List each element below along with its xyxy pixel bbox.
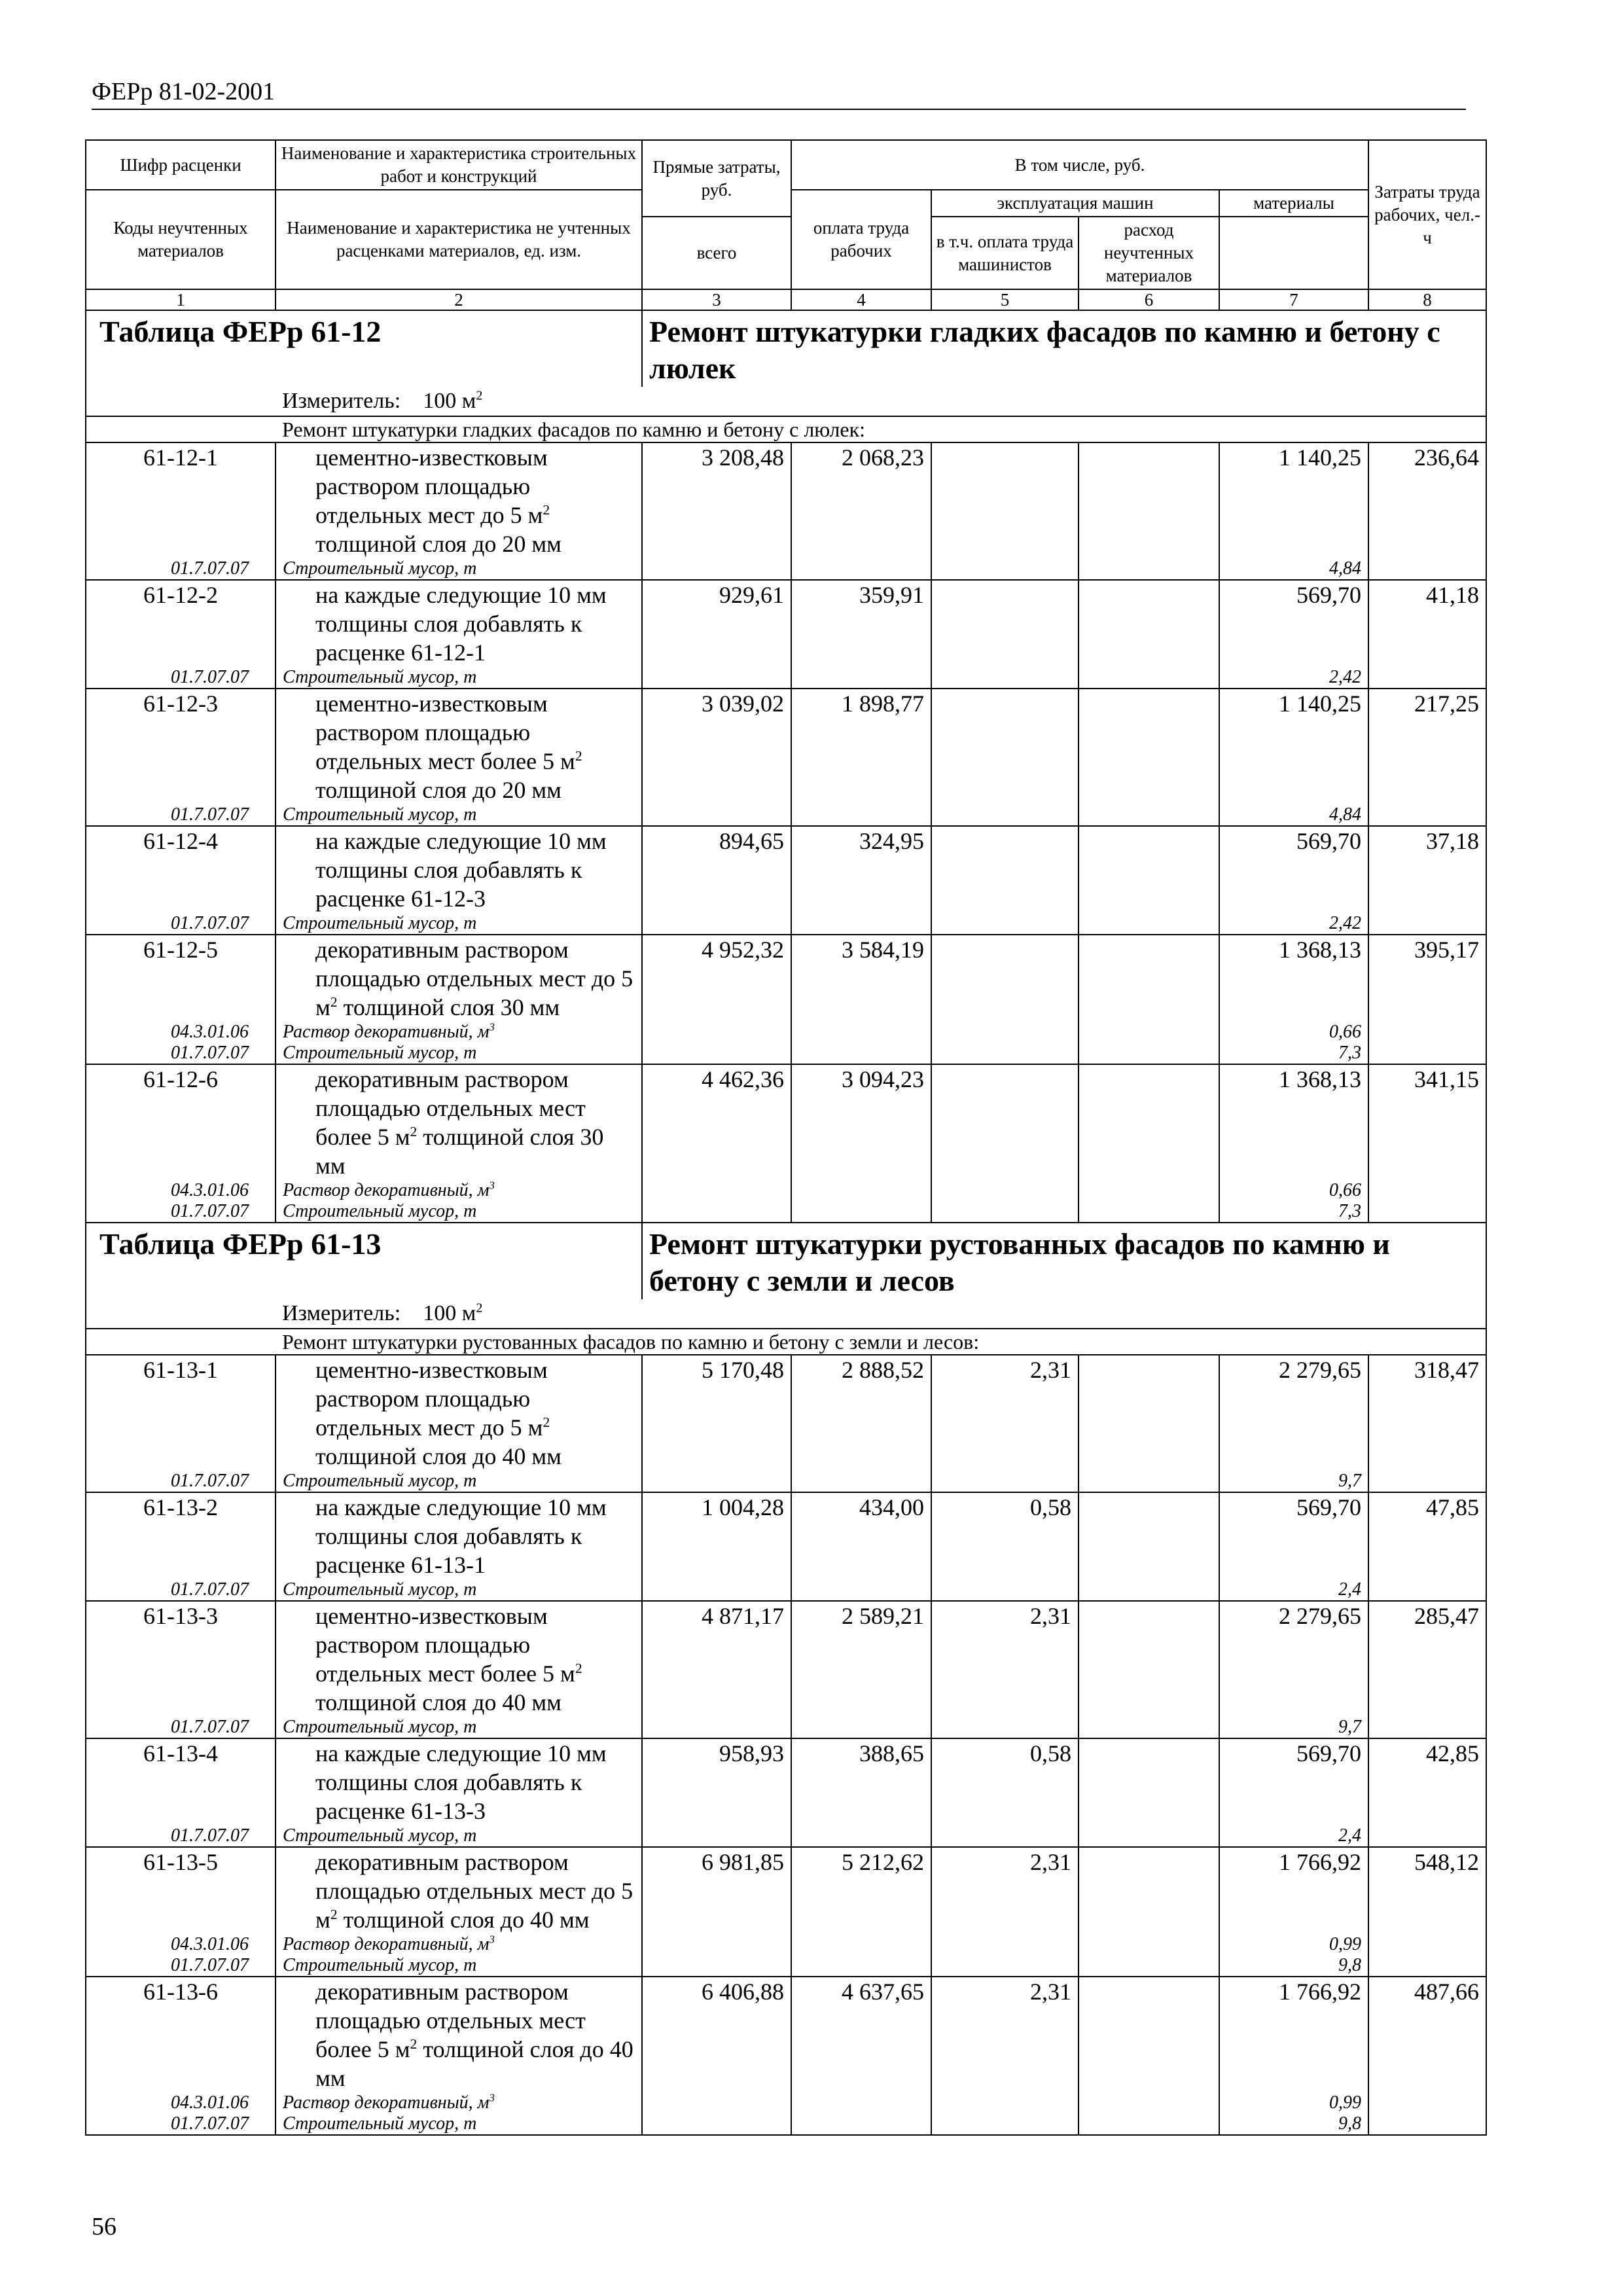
- table-body: [86, 310, 1486, 2135]
- work-description: цементно-известковым раствором площадью отдельных мест более 5 $м^2$ толщиной слоя до 20 мм: [276, 689, 642, 804]
- material-row: [86, 1717, 1486, 1738]
- work-description: цементно-известковым раствором площадью отдельных мест до 5 $м^2$ толщиной слоя до 40 мм: [276, 1355, 642, 1471]
- material-qty: 9,7: [1219, 1471, 1368, 1492]
- table-row: [86, 442, 1486, 558]
- machines-total: [931, 1064, 1079, 1180]
- machines-pay: [1079, 442, 1219, 558]
- material-row: [86, 1022, 1486, 1043]
- materials-cost: 569,70: [1219, 1738, 1368, 1825]
- table-row: [86, 1355, 1486, 1471]
- rates-table-wrap: [85, 139, 1486, 2136]
- labor-pay: 3 584,19: [791, 935, 931, 1022]
- table-head: [86, 140, 1486, 310]
- material-row: [86, 558, 1486, 580]
- column-number: 8: [1368, 289, 1486, 310]
- material-row: [86, 1201, 1486, 1223]
- machines-pay: [1079, 1601, 1219, 1717]
- material-row: [86, 2113, 1486, 2135]
- header-rule: [92, 109, 1466, 110]
- labor-pay: 4 637,65: [791, 1977, 931, 2092]
- page-header: ФЕРр 81-02-2001: [92, 78, 276, 105]
- material-name: Строительный мусор, т: [276, 1043, 642, 1064]
- col-incl: В том числе, руб.: [791, 140, 1368, 190]
- material-code: 04.3.01.06: [86, 2092, 276, 2113]
- column-number: 2: [276, 289, 642, 310]
- material-code: 01.7.07.07: [86, 1717, 276, 1738]
- work-description: декоративным раствором площадью отдельных мест более 5 $м^2$ толщиной слоя 30 мм: [276, 1064, 642, 1180]
- material-qty: 4,84: [1219, 558, 1368, 580]
- rate-code: 61-12-1: [86, 442, 276, 558]
- material-code: 01.7.07.07: [86, 667, 276, 689]
- material-name: Раствор декоративный, $м^3$: [276, 1022, 642, 1043]
- labor-pay: 434,00: [791, 1492, 931, 1579]
- machines-total: [931, 689, 1079, 804]
- material-code: 01.7.07.07: [86, 1955, 276, 1977]
- materials-cost: 569,70: [1219, 580, 1368, 667]
- material-qty: 2,42: [1219, 667, 1368, 689]
- work-description: на каждые следующие 10 мм толщины слоя добавлять к расценке 61-12-1: [276, 580, 642, 667]
- column-number: 1: [86, 289, 276, 310]
- material-qty: 0,66: [1219, 1022, 1368, 1043]
- machines-total: [931, 442, 1079, 558]
- work-description: цементно-известковым раствором площадью отдельных мест до 5 $м^2$ толщиной слоя до 20 мм: [276, 442, 642, 558]
- materials-cost: 2 279,65: [1219, 1355, 1368, 1471]
- material-row: [86, 1471, 1486, 1492]
- labor-pay: 1 898,77: [791, 689, 931, 804]
- table-row: [86, 935, 1486, 1022]
- labor-pay: 2 068,23: [791, 442, 931, 558]
- direct-cost: 6 406,88: [642, 1977, 791, 2092]
- material-qty: 9,7: [1219, 1717, 1368, 1738]
- machines-pay: [1079, 1492, 1219, 1579]
- direct-cost: 894,65: [642, 826, 791, 913]
- material-row: [86, 1043, 1486, 1064]
- labor-pay: 324,95: [791, 826, 931, 913]
- work-description: декоративным раствором площадью отдельных мест до 5 $м^2$ толщиной слоя 30 мм: [276, 935, 642, 1022]
- col-machines: эксплуатация машин: [931, 190, 1219, 217]
- column-number: 4: [791, 289, 931, 310]
- machines-total: [931, 580, 1079, 667]
- material-name: Раствор декоративный, $м^3$: [276, 1180, 642, 1201]
- materials-cost: 1 140,25: [1219, 689, 1368, 804]
- labor-pay: 2 589,21: [791, 1601, 931, 1717]
- table-row: [86, 689, 1486, 804]
- work-description: декоративным раствором площадью отдельных мест до 5 $м^2$ толщиной слоя до 40 мм: [276, 1847, 642, 1934]
- materials-cost: 2 279,65: [1219, 1601, 1368, 1717]
- col-code-bottom: Коды неучтенных материалов: [86, 190, 276, 289]
- material-row: [86, 1180, 1486, 1201]
- direct-cost: 958,93: [642, 1738, 791, 1825]
- column-number: 3: [642, 289, 791, 310]
- material-code: 04.3.01.06: [86, 1180, 276, 1201]
- machines-pay: [1079, 580, 1219, 667]
- machines-total: 0,58: [931, 1738, 1079, 1825]
- material-row: [86, 1579, 1486, 1601]
- machines-pay: [1079, 1064, 1219, 1180]
- machines-total: 2,31: [931, 1977, 1079, 2092]
- work-description: на каждые следующие 10 мм толщины слоя добавлять к расценке 61-12-3: [276, 826, 642, 913]
- labor-pay: 3 094,23: [791, 1064, 931, 1180]
- col-mat-cons: расход неучтенных материалов: [1079, 217, 1219, 289]
- labor-pay: 5 212,62: [791, 1847, 931, 1934]
- rate-code: 61-13-2: [86, 1492, 276, 1579]
- material-row: [86, 1825, 1486, 1847]
- machines-pay: [1079, 1738, 1219, 1825]
- labor-hours: 37,18: [1368, 826, 1486, 913]
- labor-pay: 2 888,52: [791, 1355, 931, 1471]
- material-name: Строительный мусор, т: [276, 913, 642, 935]
- material-name: Строительный мусор, т: [276, 1825, 642, 1847]
- measure-row: [86, 1299, 1486, 1329]
- section-title: Ремонт штукатурки гладких фасадов по камню и бетону с люлек:: [276, 416, 1486, 442]
- labor-hours: 217,25: [1368, 689, 1486, 804]
- work-description: на каждые следующие 10 мм толщины слоя добавлять к расценке 61-13-3: [276, 1738, 642, 1825]
- material-name: Раствор декоративный, $м^3$: [276, 2092, 642, 2113]
- material-name: Строительный мусор, т: [276, 1201, 642, 1223]
- rate-code: 61-12-6: [86, 1064, 276, 1180]
- direct-cost: 929,61: [642, 580, 791, 667]
- column-number: 7: [1219, 289, 1368, 310]
- labor-pay: 388,65: [791, 1738, 931, 1825]
- labor-hours: 548,12: [1368, 1847, 1486, 1934]
- section-row: [86, 416, 1486, 442]
- table-row: [86, 1738, 1486, 1825]
- material-code: 01.7.07.07: [86, 1825, 276, 1847]
- measure-value: 100 $м^2$: [423, 1300, 483, 1325]
- material-name: Строительный мусор, т: [276, 1955, 642, 1977]
- measure-value: 100 $м^2$: [423, 388, 483, 413]
- work-description: цементно-известковым раствором площадью отдельных мест более 5 $м^2$ толщиной слоя до 40 мм: [276, 1601, 642, 1717]
- machines-total: [931, 935, 1079, 1022]
- table-row: [86, 1601, 1486, 1717]
- machines-pay: [1079, 1355, 1219, 1471]
- table-title-row: [86, 310, 1486, 387]
- material-name: Раствор декоративный, $м^3$: [276, 1934, 642, 1955]
- material-code: 04.3.01.06: [86, 1934, 276, 1955]
- col-name-top: Наименование и характеристика строительных работ и конструкций: [276, 140, 642, 190]
- table-title: Ремонт штукатурки рустованных фасадов по камню и бетону с земли и лесов: [642, 1223, 1486, 1299]
- measure-row: [86, 387, 1486, 416]
- materials-cost: 1 368,13: [1219, 935, 1368, 1022]
- table-row: [86, 1064, 1486, 1180]
- table-title: Ремонт штукатурки гладких фасадов по камню и бетону с люлек: [642, 310, 1486, 387]
- material-row: [86, 1955, 1486, 1977]
- labor-hours: 341,15: [1368, 1064, 1486, 1180]
- material-code: 01.7.07.07: [86, 2113, 276, 2135]
- machines-total: 2,31: [931, 1601, 1079, 1717]
- direct-cost: 3 039,02: [642, 689, 791, 804]
- labor-hours: 47,85: [1368, 1492, 1486, 1579]
- materials-cost: 1 766,92: [1219, 1977, 1368, 2092]
- material-qty: 4,84: [1219, 804, 1368, 826]
- machines-total: 2,31: [931, 1847, 1079, 1934]
- col-mach-pay: в т.ч. оплата труда машинистов: [931, 217, 1079, 289]
- machines-pay: [1079, 689, 1219, 804]
- table-row: [86, 1847, 1486, 1934]
- table-name: Таблица ФЕРр 61-12: [86, 310, 642, 387]
- material-row: [86, 2092, 1486, 2113]
- col-mach-total: всего: [642, 217, 791, 289]
- material-qty: 0,99: [1219, 1934, 1368, 1955]
- material-name: Строительный мусор, т: [276, 1717, 642, 1738]
- rate-code: 61-13-3: [86, 1601, 276, 1717]
- rate-code: 61-12-3: [86, 689, 276, 804]
- labor-hours: 285,47: [1368, 1601, 1486, 1717]
- direct-cost: 3 208,48: [642, 442, 791, 558]
- materials-cost: 1 140,25: [1219, 442, 1368, 558]
- machines-pay: [1079, 1847, 1219, 1934]
- material-code: 01.7.07.07: [86, 804, 276, 826]
- material-qty: 2,4: [1219, 1825, 1368, 1847]
- machines-total: 2,31: [931, 1355, 1079, 1471]
- material-code: 01.7.07.07: [86, 1471, 276, 1492]
- rates-table: [85, 139, 1487, 2136]
- direct-cost: 5 170,48: [642, 1355, 791, 1471]
- page-number: 56: [92, 2213, 116, 2240]
- material-code: 01.7.07.07: [86, 558, 276, 580]
- col-direct: Прямые затраты, руб.: [642, 140, 791, 217]
- machines-total: [931, 826, 1079, 913]
- measure-label: Измеритель:: [282, 389, 401, 413]
- table-row: [86, 826, 1486, 913]
- material-code: 04.3.01.06: [86, 1022, 276, 1043]
- machines-pay: [1079, 935, 1219, 1022]
- work-description: на каждые следующие 10 мм толщины слоя добавлять к расценке 61-13-1: [276, 1492, 642, 1579]
- labor-hours: 318,47: [1368, 1355, 1486, 1471]
- machines-total: 0,58: [931, 1492, 1079, 1579]
- column-number: 6: [1079, 289, 1219, 310]
- material-qty: 7,3: [1219, 1043, 1368, 1064]
- col-materials: материалы: [1219, 190, 1368, 217]
- material-name: Строительный мусор, т: [276, 2113, 642, 2135]
- labor-hours: 42,85: [1368, 1738, 1486, 1825]
- rate-code: 61-13-1: [86, 1355, 276, 1471]
- labor-hours: 487,66: [1368, 1977, 1486, 2092]
- material-name: Строительный мусор, т: [276, 804, 642, 826]
- col-labor: Затраты труда рабочих, чел.-ч: [1368, 140, 1486, 289]
- labor-pay: 359,91: [791, 580, 931, 667]
- material-qty: 7,3: [1219, 1201, 1368, 1223]
- material-row: [86, 667, 1486, 689]
- direct-cost: 1 004,28: [642, 1492, 791, 1579]
- col-code-top: Шифр расценки: [86, 140, 276, 190]
- table-row: [86, 1492, 1486, 1579]
- column-numbers-row: [86, 289, 1486, 310]
- material-code: 01.7.07.07: [86, 1043, 276, 1064]
- material-qty: 2,42: [1219, 913, 1368, 935]
- rate-code: 61-12-4: [86, 826, 276, 913]
- direct-cost: 4 462,36: [642, 1064, 791, 1180]
- direct-cost: 6 981,85: [642, 1847, 791, 1934]
- material-code: 01.7.07.07: [86, 1201, 276, 1223]
- material-row: [86, 913, 1486, 935]
- table-row: [86, 1977, 1486, 2092]
- labor-hours: 395,17: [1368, 935, 1486, 1022]
- material-code: 01.7.07.07: [86, 1579, 276, 1601]
- table-row: [86, 580, 1486, 667]
- materials-cost: 1 368,13: [1219, 1064, 1368, 1180]
- material-qty: 0,66: [1219, 1180, 1368, 1201]
- material-name: Строительный мусор, т: [276, 1579, 642, 1601]
- labor-hours: 236,64: [1368, 442, 1486, 558]
- rate-code: 61-12-2: [86, 580, 276, 667]
- col-name-bottom: Наименование и характеристика не учтенных расценками материалов, ед. изм.: [276, 190, 642, 289]
- measure-label: Измеритель:: [282, 1301, 401, 1325]
- materials-cost: 569,70: [1219, 1492, 1368, 1579]
- col-labor-pay: оплата труда рабочих: [791, 190, 931, 289]
- section-title: Ремонт штукатурки рустованных фасадов по камню и бетону с земли и лесов:: [276, 1329, 1486, 1355]
- work-description: декоративным раствором площадью отдельных мест более 5 $м^2$ толщиной слоя до 40 мм: [276, 1977, 642, 2092]
- material-qty: 2,4: [1219, 1579, 1368, 1601]
- materials-cost: 569,70: [1219, 826, 1368, 913]
- material-qty: 9,8: [1219, 1955, 1368, 1977]
- materials-cost: 1 766,92: [1219, 1847, 1368, 1934]
- direct-cost: 4 871,17: [642, 1601, 791, 1717]
- table-title-row: [86, 1223, 1486, 1299]
- material-name: Строительный мусор, т: [276, 558, 642, 580]
- column-number: 5: [931, 289, 1079, 310]
- rate-code: 61-12-5: [86, 935, 276, 1022]
- machines-pay: [1079, 1977, 1219, 2092]
- rate-code: 61-13-4: [86, 1738, 276, 1825]
- material-name: Строительный мусор, т: [276, 1471, 642, 1492]
- material-name: Строительный мусор, т: [276, 667, 642, 689]
- material-qty: 0,99: [1219, 2092, 1368, 2113]
- material-code: 01.7.07.07: [86, 913, 276, 935]
- material-row: [86, 804, 1486, 826]
- labor-hours: 41,18: [1368, 580, 1486, 667]
- material-row: [86, 1934, 1486, 1955]
- table-name: Таблица ФЕРр 61-13: [86, 1223, 642, 1299]
- material-qty: 9,8: [1219, 2113, 1368, 2135]
- section-row: [86, 1329, 1486, 1355]
- rate-code: 61-13-5: [86, 1847, 276, 1934]
- rate-code: 61-13-6: [86, 1977, 276, 2092]
- direct-cost: 4 952,32: [642, 935, 791, 1022]
- machines-pay: [1079, 826, 1219, 913]
